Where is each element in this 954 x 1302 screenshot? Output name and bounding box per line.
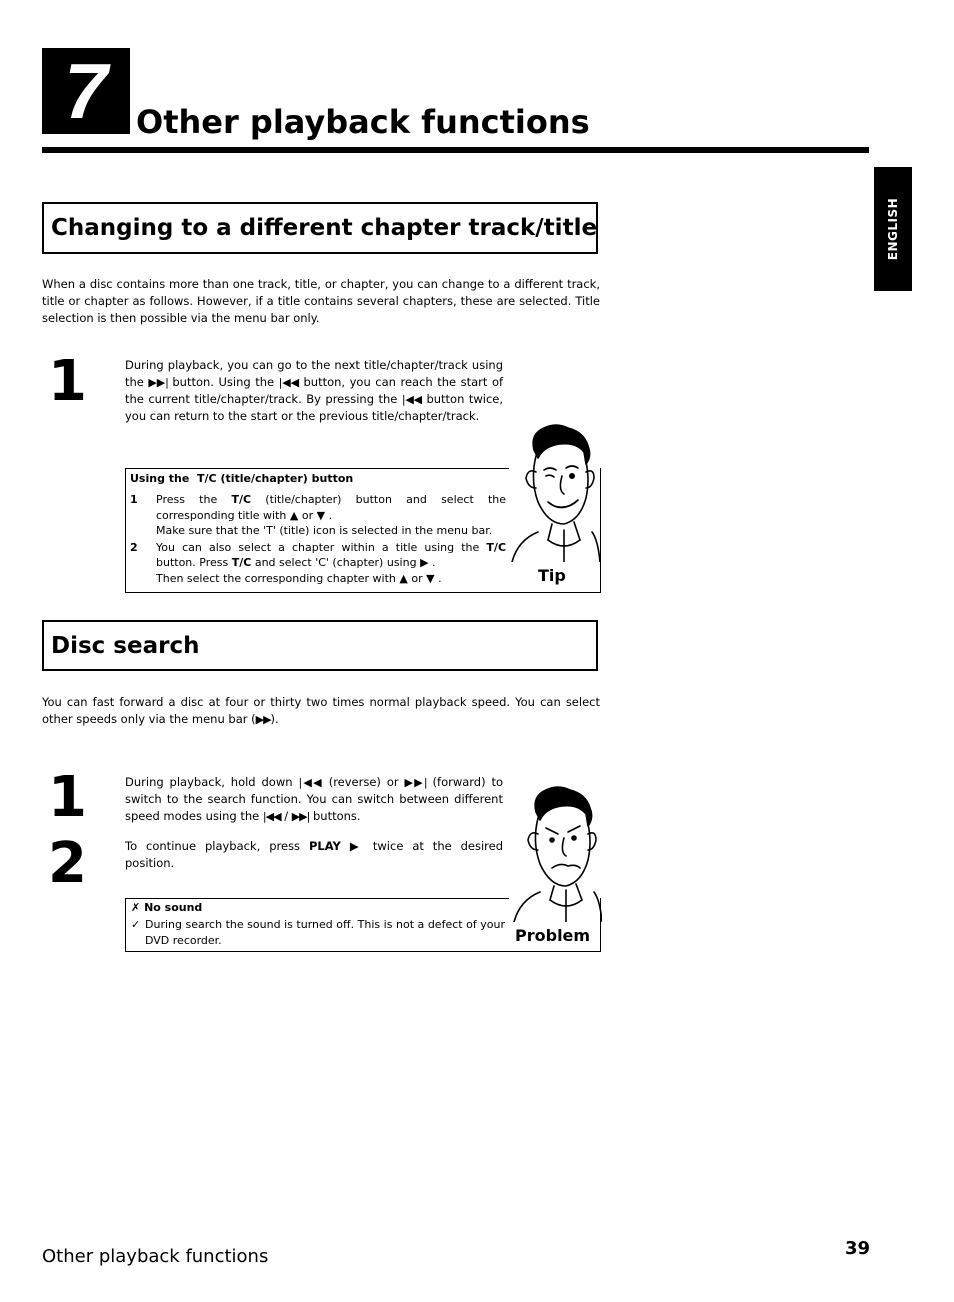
section-heading-chapter-track xyxy=(42,202,598,254)
skip-previous-icon: |◀◀ xyxy=(401,393,422,406)
skip-previous-icon: |◀◀ xyxy=(278,376,299,389)
section-title: Disc search xyxy=(51,632,200,659)
step-text: During playback, you can go to the next title/chapter/track using the ▶▶| button. Using the |◀◀ button, you can reach the start of the current title/chapter/track. By pressing the |◀◀ button twice, you can return to the start or the previous title/chapter/track. xyxy=(125,358,504,423)
chapter-number-box xyxy=(42,48,130,134)
skip-next-icon: ▶▶| xyxy=(148,376,168,389)
arrow-down-icon: ▼ xyxy=(426,571,435,585)
worried-man-illustration xyxy=(510,782,602,922)
tip-item-2: 2 You can also select a chapter within a title using the T/C button. Press T/C and select 'C' (chapter) using ▶ . Then select the corresponding chapter with ▲ or ▼ . xyxy=(130,540,507,585)
page-number: 39 xyxy=(844,1238,870,1259)
skip-previous-icon: |◀◀ xyxy=(298,776,323,789)
smiling-man-illustration xyxy=(508,420,600,562)
arrow-up-icon: ▲ xyxy=(399,571,408,585)
arrow-right-icon: ▶ xyxy=(420,556,429,569)
skip-next-icon: ▶▶| xyxy=(404,776,427,789)
tip-label: Tip xyxy=(538,566,566,585)
section-intro: You can fast forward a disc at four or thirty two times normal playback speed. You can select other speeds only via the menu bar (▶▶). xyxy=(42,695,600,726)
fast-forward-icon: ▶▶ xyxy=(255,713,271,726)
step-text: During playback, hold down |◀◀ (reverse) or ▶▶| (forward) to switch to the search function. You can switch between different speed modes using the |◀◀ / ▶▶| buttons. xyxy=(125,775,504,823)
header-rule xyxy=(42,147,869,153)
section-title: Changing to a different chapter track/title xyxy=(51,215,598,241)
arrow-down-icon: ▼ xyxy=(316,508,326,522)
skip-next-icon: ▶▶| xyxy=(291,810,310,823)
language-tab-label: ENGLISH xyxy=(886,197,900,261)
play-icon: ▶ xyxy=(349,839,364,853)
problem-label: Problem xyxy=(515,926,591,945)
step-number: 1 xyxy=(48,765,87,830)
section-heading-disc-search xyxy=(42,620,598,671)
tip-heading: Using the T/C (title/chapter) button xyxy=(130,472,354,485)
language-tab xyxy=(874,167,912,291)
step-text: To continue playback, press PLAY ▶ twice at the desired position. xyxy=(125,839,504,870)
tip-item-1: 1 Press the T/C (title/chapter) button and select the corresponding title with ▲ or ▼ . Make sure that the 'T' (title) icon is selected in the menu bar. xyxy=(130,493,507,537)
step-number: 2 xyxy=(48,831,87,896)
problem-solution: ✓ During search the sound is turned off. This is not a defect of your DVD recorder. xyxy=(131,918,505,947)
skip-previous-icon: |◀◀ xyxy=(262,810,281,823)
check-icon: ✓ xyxy=(131,918,141,931)
problem-heading: ✗ No sound xyxy=(131,901,203,914)
section-intro: When a disc contains more than one track, title, or chapter, you can change to a different track, title or chapter as follows. However, if a title contains several chapters, these are selected. Title selection is then possible via the menu bar only. xyxy=(42,277,600,325)
chapter-number: 7 xyxy=(64,47,108,135)
footer-title: Other playback functions xyxy=(42,1246,269,1267)
cross-icon: ✗ xyxy=(131,901,141,914)
page-title: Other playback functions xyxy=(136,103,590,141)
step-number: 1 xyxy=(48,349,87,414)
arrow-up-icon: ▲ xyxy=(289,508,299,522)
